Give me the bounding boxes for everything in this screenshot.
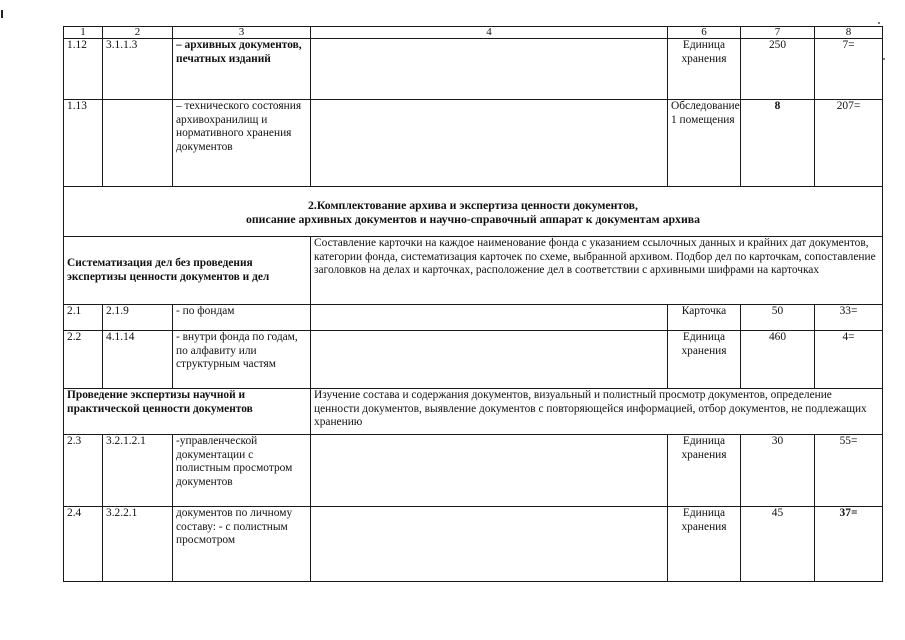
row-number: 2.3	[64, 435, 103, 507]
norm-code: 3.2.2.1	[103, 507, 173, 582]
norm-code: 4.1.14	[103, 331, 173, 389]
row-number: 1.13	[64, 100, 103, 187]
work-name: документов по личному составу: - с полистным просмотром	[173, 507, 311, 582]
unit-cell: Единица хранения	[668, 435, 741, 507]
column-number: 7	[741, 27, 815, 39]
row-number: 1.12	[64, 39, 103, 100]
margin-mark	[1, 10, 3, 18]
section-heading	[64, 187, 883, 237]
table-row	[64, 331, 883, 389]
table-row	[64, 507, 883, 582]
work-name: -управленческой документации с полистным просмотром документов	[173, 435, 311, 507]
value-cell: 55=	[815, 435, 883, 507]
unit-cell: Обследование 1 помещения	[668, 100, 741, 187]
row-number: 2.2	[64, 331, 103, 389]
quantity-cell: 250	[741, 39, 815, 100]
group-row	[64, 237, 883, 305]
description-cell	[311, 39, 668, 100]
table-row	[64, 435, 883, 507]
value-cell: 4=	[815, 331, 883, 389]
scan-speck	[878, 22, 880, 24]
value-cell: 7=	[815, 39, 883, 100]
table-row	[64, 100, 883, 187]
row-number: 2.1	[64, 305, 103, 331]
column-number-row	[64, 27, 883, 39]
unit-cell: Единица хранения	[668, 507, 741, 582]
quantity-cell: 50	[741, 305, 815, 331]
group-description: Изучение состава и содержания документов, визуальный и полистный просмотр документов, определение ценности документов, выявление документов с повторяющейся информацией, отбор документов, не подлежащих хранению	[311, 389, 883, 435]
column-number: 1	[64, 27, 103, 39]
norm-code	[103, 100, 173, 187]
section-title-line-1: 2.Комплектование архива и экспертиза ценности документов,	[307, 197, 638, 212]
column-number: 6	[668, 27, 741, 39]
quantity-cell: 45	[741, 507, 815, 582]
column-number: 2	[103, 27, 173, 39]
group-description: Составление карточки на каждое наименование фонда с указанием ссылочных данных и крайних дат документов, категории фонда, систематизация карточек по схеме, выбранной архивом. Подбор дел по карточкам, сопоставление заголовков на делах и карточках, расположение дел в соответствии с архивными шифрами на карточках	[311, 237, 883, 305]
norm-code: 3.1.1.3	[103, 39, 173, 100]
section-title-line-2: описание архивных документов и научно-справочный аппарат к документам архива	[245, 211, 701, 226]
group-row	[64, 389, 883, 435]
quantity-cell: 460	[741, 331, 815, 389]
column-number: 3	[173, 27, 311, 39]
work-name: – технического состояния архивохранилищ и нормативного хранения документов	[173, 100, 311, 187]
value-cell: 37=	[815, 507, 883, 582]
quantity-cell: 30	[741, 435, 815, 507]
description-cell	[311, 507, 668, 582]
unit-cell: Единица хранения	[668, 39, 741, 100]
quantity-cell: 8	[741, 100, 815, 187]
norm-code: 2.1.9	[103, 305, 173, 331]
column-number: 4	[311, 27, 668, 39]
table-row	[64, 305, 883, 331]
scan-speck	[883, 58, 885, 60]
row-number: 2.4	[64, 507, 103, 582]
description-cell	[311, 100, 668, 187]
unit-cell: Единица хранения	[668, 331, 741, 389]
description-cell	[311, 331, 668, 389]
section-heading-row	[64, 187, 883, 237]
table-row	[64, 39, 883, 100]
work-name: - по фондам	[173, 305, 311, 331]
value-cell: 33=	[815, 305, 883, 331]
works-table	[63, 26, 883, 582]
group-label: Систематизация дел без проведения экспертизы ценности документов и дел	[64, 237, 311, 305]
group-label: Проведение экспертизы научной и практической ценности документов	[64, 389, 311, 435]
unit-cell: Карточка	[668, 305, 741, 331]
work-name: - внутри фонда по годам, по алфавиту или структурным частям	[173, 331, 311, 389]
description-cell	[311, 305, 668, 331]
norm-code: 3.2.1.2.1	[103, 435, 173, 507]
description-cell	[311, 435, 668, 507]
work-name: – архивных документов, печатных изданий	[173, 39, 311, 100]
column-number: 8	[815, 27, 883, 39]
value-cell: 207=	[815, 100, 883, 187]
